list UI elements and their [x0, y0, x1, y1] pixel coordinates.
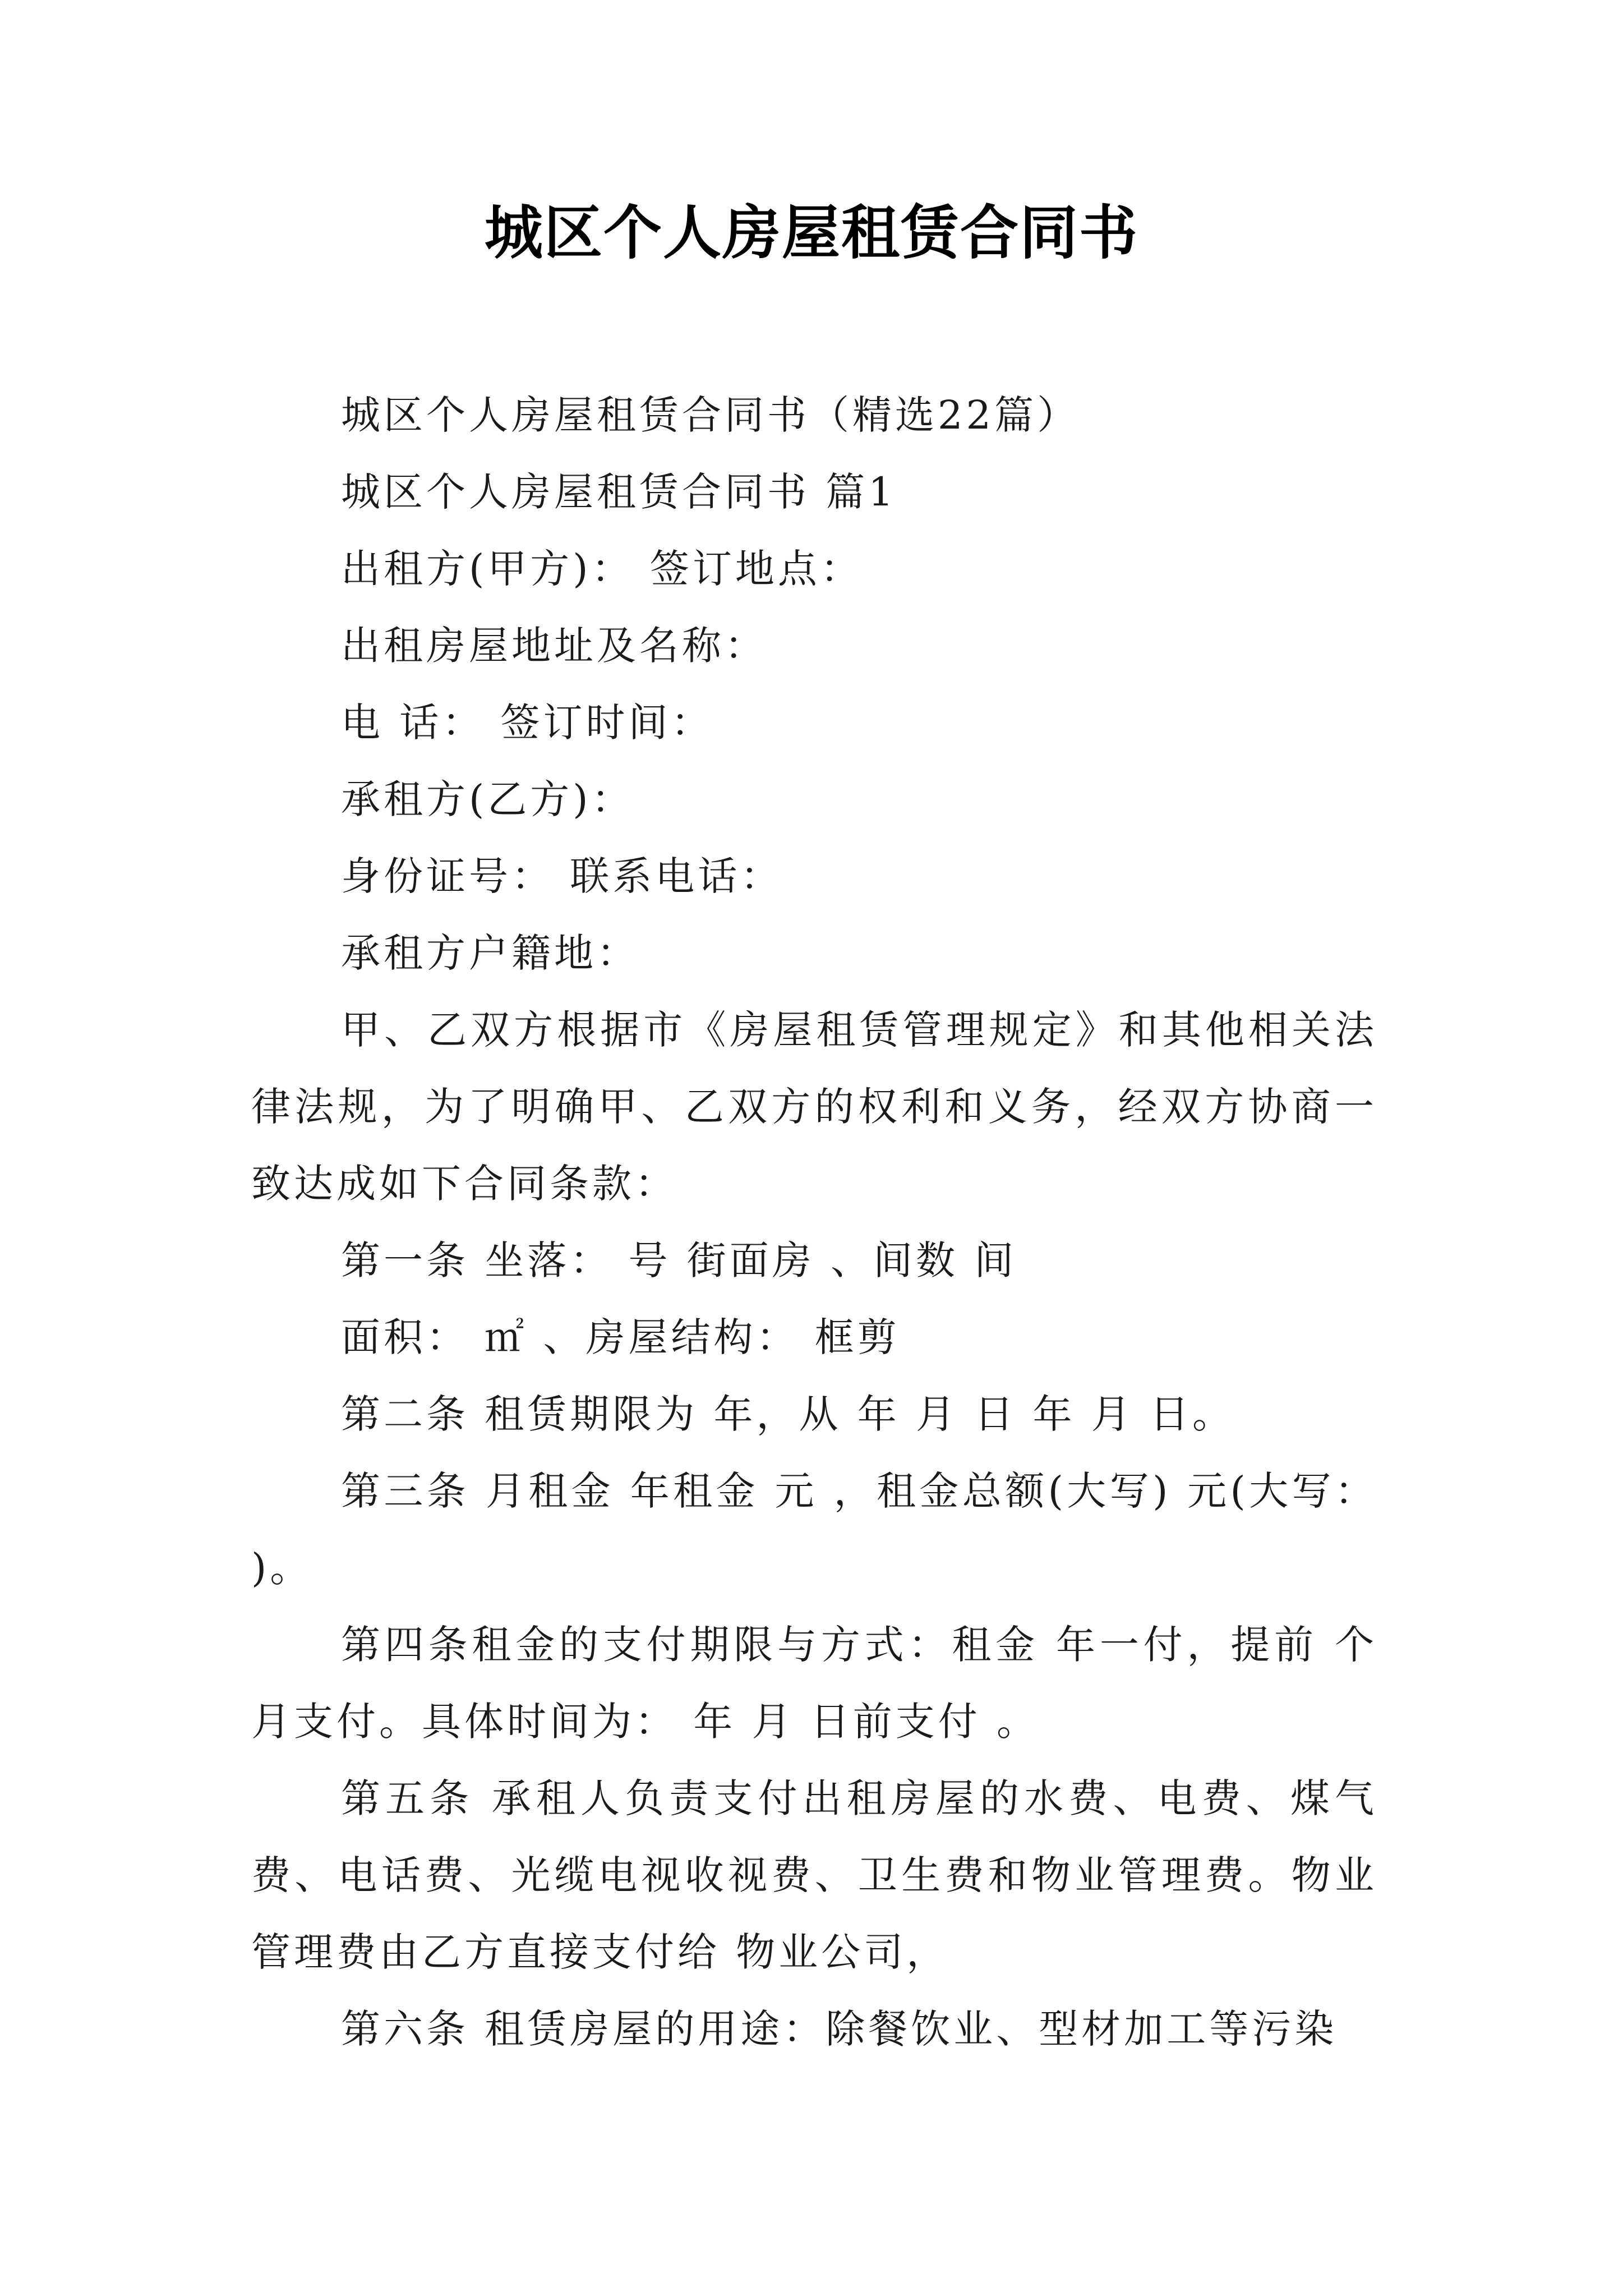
paragraph-area: 面积： ㎡ 、房屋结构： 框剪	[341, 1314, 900, 1360]
paragraph-phone: 电 话： 签订时间：	[341, 700, 714, 746]
paragraph-lessee: 承租方(乙方)：	[341, 776, 634, 822]
paragraph-section-heading: 城区个人房屋租赁合同书 篇1	[341, 469, 897, 515]
paragraph-preamble: 甲、乙双方根据市《房屋租赁管理规定》和其他相关法律法规，为了明确甲、乙双方的权利和义务，经双方协商一致达成如下合同条款：	[251, 1007, 1377, 1207]
paragraph-article-6: 第六条 租赁房屋的用途：除餐饮业、型材加工等污染	[341, 2006, 1338, 2052]
paragraph-lessee-residence: 承租方户籍地：	[341, 930, 639, 976]
paragraph-article-1: 第一条 坐落： 号 街面房 、间数 间	[341, 1237, 1017, 1283]
paragraph-subtitle: 城区个人房屋租赁合同书（精选22篇）	[341, 392, 1080, 438]
paragraph-article-2: 第二条 租赁期限为 年，从 年 月 日 年 月 日。	[341, 1391, 1235, 1437]
paragraph-article-3: 第三条 月租金 年租金 元 ，租金总额(大写) 元(大写： )。	[251, 1468, 1394, 1591]
document-title: 城区个人房屋租赁合同书	[484, 198, 1138, 267]
paragraph-id-number: 身份证号： 联系电话：	[341, 853, 783, 899]
paragraph-article-4: 第四条租金的支付期限与方式：租金 年一付，提前 个月支付。具体时间为： 年 月 日前支付 。	[251, 1622, 1377, 1745]
paragraph-lessor: 出租方(甲方)： 签订地点：	[341, 546, 863, 592]
paragraph-article-5: 第五条 承租人负责支付出租房屋的水费、电费、煤气费、电话费、光缆电视收视费、卫生费和物业管理费。物业管理费由乙方直接支付给 物业公司，	[251, 1775, 1377, 1975]
document-body	[251, 377, 1394, 2068]
paragraph-property-address: 出租房屋地址及名称：	[341, 623, 767, 669]
